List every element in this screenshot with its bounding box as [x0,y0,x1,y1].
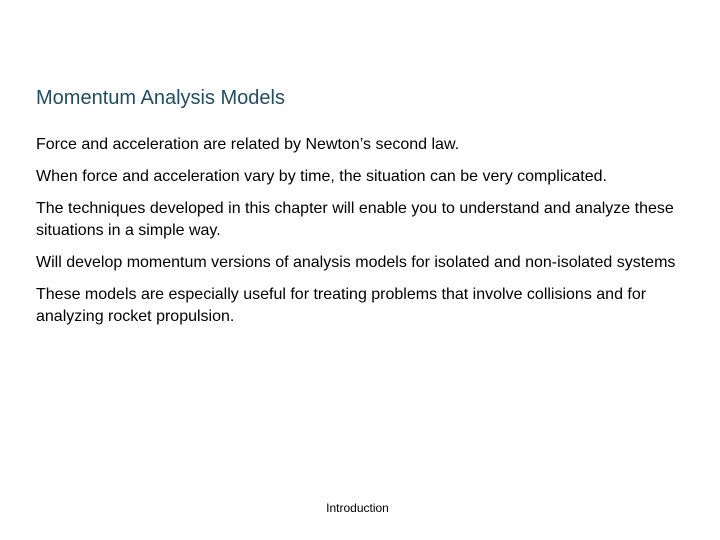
slide-footer: Introduction [326,501,389,515]
body-paragraph-5: These models are especially useful for treating problems that involve collisions and for analyzing rocket propulsion. [36,286,647,325]
body-paragraph-4: Will develop momentum versions of analysis models for isolated and non-isolated systems [36,254,676,271]
slide-title: Momentum Analysis Models [36,87,285,109]
slide-body [36,134,686,338]
body-paragraph-3: The techniques developed in this chapter will enable you to understand and analyze these situations in a simple way. [36,200,674,239]
body-paragraph-2: When force and acceleration vary by time, the situation can be very complicated. [36,168,607,185]
body-paragraph-1: Force and acceleration are related by Newton’s second law. [36,136,460,153]
